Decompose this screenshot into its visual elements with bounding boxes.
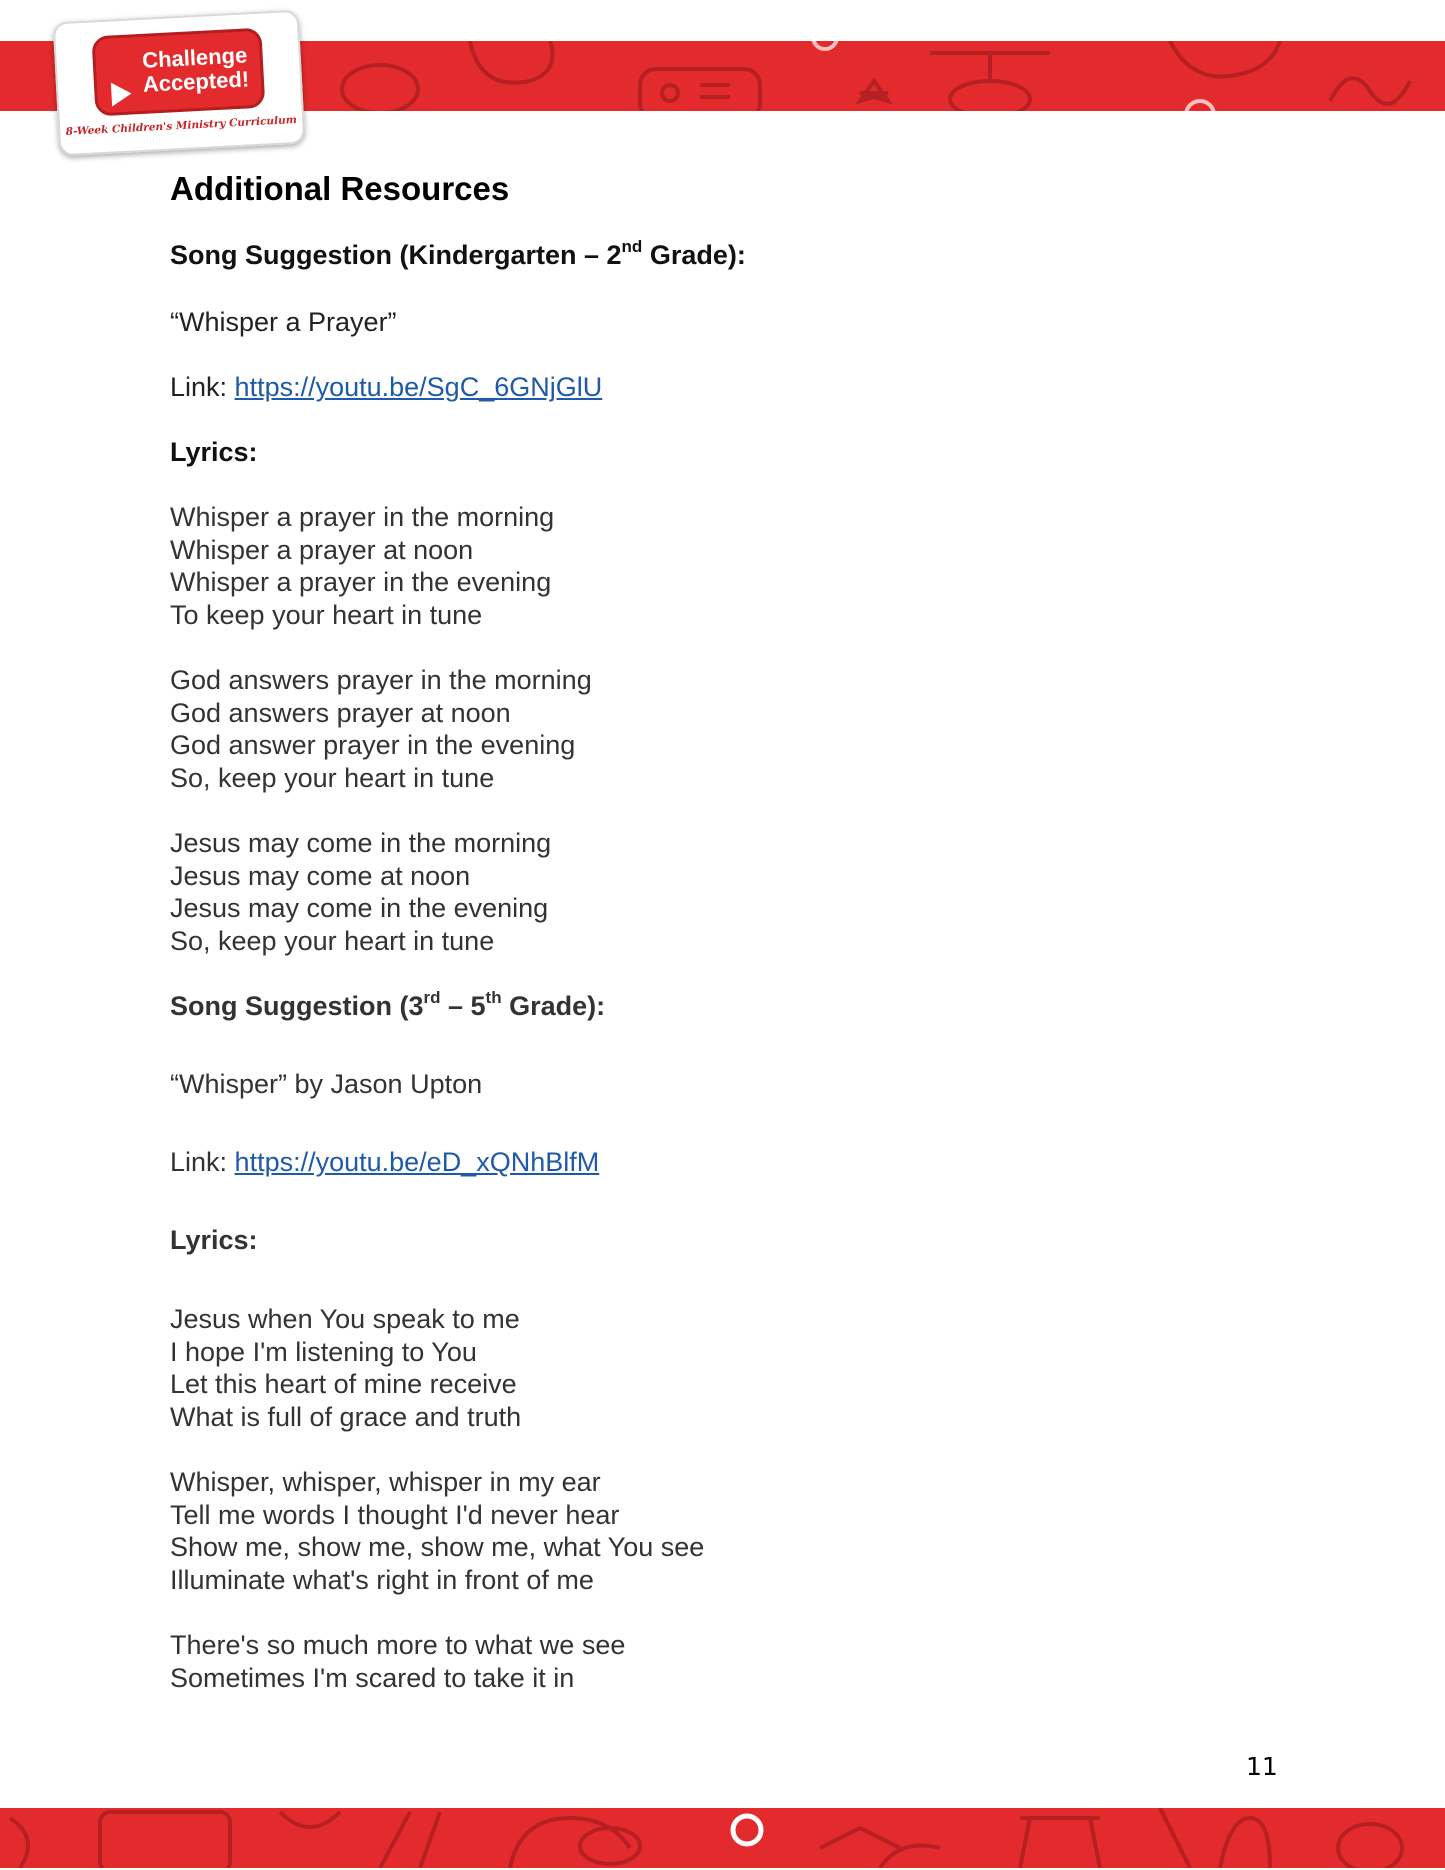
song1-heading xyxy=(170,237,746,271)
logo-title-line2: Accepted! xyxy=(142,66,250,97)
logo-title-line1: Challenge xyxy=(141,42,248,73)
logo-tagline: 8-Week Children's Ministry Curriculum xyxy=(65,113,298,138)
song2-heading-sup2: th xyxy=(485,988,502,1007)
lyric-line: Whisper a prayer in the morning xyxy=(170,502,555,532)
lyric-line: Jesus may come at noon xyxy=(170,860,471,891)
song2-heading-sup1: rd xyxy=(423,988,441,1007)
song2-heading xyxy=(170,988,606,1022)
lyric-line: Let this heart of mine receive xyxy=(170,1369,517,1400)
page-number: 11 xyxy=(1246,1752,1278,1781)
song1-heading-prefix: Song Suggestion (Kindergarten – 2 xyxy=(170,240,622,270)
lyric-line: Sometimes I'm scared to take it in xyxy=(170,1662,575,1693)
lyric-line: Jesus when You speak to me xyxy=(170,1304,520,1334)
lyric-line: God answers prayer at noon xyxy=(170,697,511,728)
page-title: Additional Resources xyxy=(170,170,510,207)
song1-heading-sup: nd xyxy=(621,237,643,256)
banner-doodles xyxy=(0,1808,1445,1868)
song1-stanza-1 xyxy=(170,501,554,631)
lyric-line: To keep your heart in tune xyxy=(170,599,483,630)
song1-title: “Whisper a Prayer” xyxy=(170,307,397,337)
song2-link-line xyxy=(170,1147,599,1178)
lyric-line: What is full of grace and truth xyxy=(170,1401,522,1432)
lyric-line: So, keep your heart in tune xyxy=(170,925,495,956)
lyric-line: Illuminate what's right in front of me xyxy=(170,1564,594,1595)
lyric-line: Whisper a prayer at noon xyxy=(170,534,474,565)
lyric-line: There's so much more to what we see xyxy=(170,1630,626,1660)
song2-stanza-1 xyxy=(170,1303,521,1433)
lyric-line: Whisper, whisper, whisper in my ear xyxy=(170,1467,601,1497)
song1-stanza-2 xyxy=(170,664,592,794)
footer-banner xyxy=(0,1808,1445,1868)
logo-badge xyxy=(91,28,265,117)
play-icon xyxy=(111,82,132,107)
challenge-accepted-logo xyxy=(53,10,306,157)
lyric-line: God answers prayer in the morning xyxy=(170,665,592,695)
song2-heading-suffix: Grade): xyxy=(501,991,606,1021)
song2-heading-prefix: Song Suggestion (3 xyxy=(170,991,424,1021)
song2-heading-mid: – 5 xyxy=(440,991,486,1021)
song1-link-line xyxy=(170,372,602,403)
lyric-line: Jesus may come in the morning xyxy=(170,828,552,858)
lyric-line: Jesus may come in the evening xyxy=(170,893,549,924)
lyric-line: Whisper a prayer in the evening xyxy=(170,567,552,598)
song2-stanza-3 xyxy=(170,1629,625,1694)
song1-link-label: Link: xyxy=(170,372,235,402)
song1-lyrics-label: Lyrics: xyxy=(170,437,258,467)
song2-link[interactable]: https://youtu.be/eD_xQNhBlfM xyxy=(234,1147,600,1177)
song2-lyrics-label: Lyrics: xyxy=(170,1225,258,1255)
lyric-line: God answer prayer in the evening xyxy=(170,730,576,761)
song1-stanza-3 xyxy=(170,827,551,957)
lyric-line: I hope I'm listening to You xyxy=(170,1336,477,1367)
song2-stanza-2 xyxy=(170,1466,704,1596)
lyric-line: So, keep your heart in tune xyxy=(170,762,495,793)
song1-heading-suffix: Grade): xyxy=(642,240,746,270)
song2-link-label: Link: xyxy=(170,1147,235,1177)
song1-link[interactable]: https://youtu.be/SgC_6GNjGlU xyxy=(234,372,603,402)
song2-title: “Whisper” by Jason Upton xyxy=(170,1069,483,1099)
lyric-line: Tell me words I thought I'd never hear xyxy=(170,1499,620,1530)
lyric-line: Show me, show me, show me, what You see xyxy=(170,1532,705,1563)
